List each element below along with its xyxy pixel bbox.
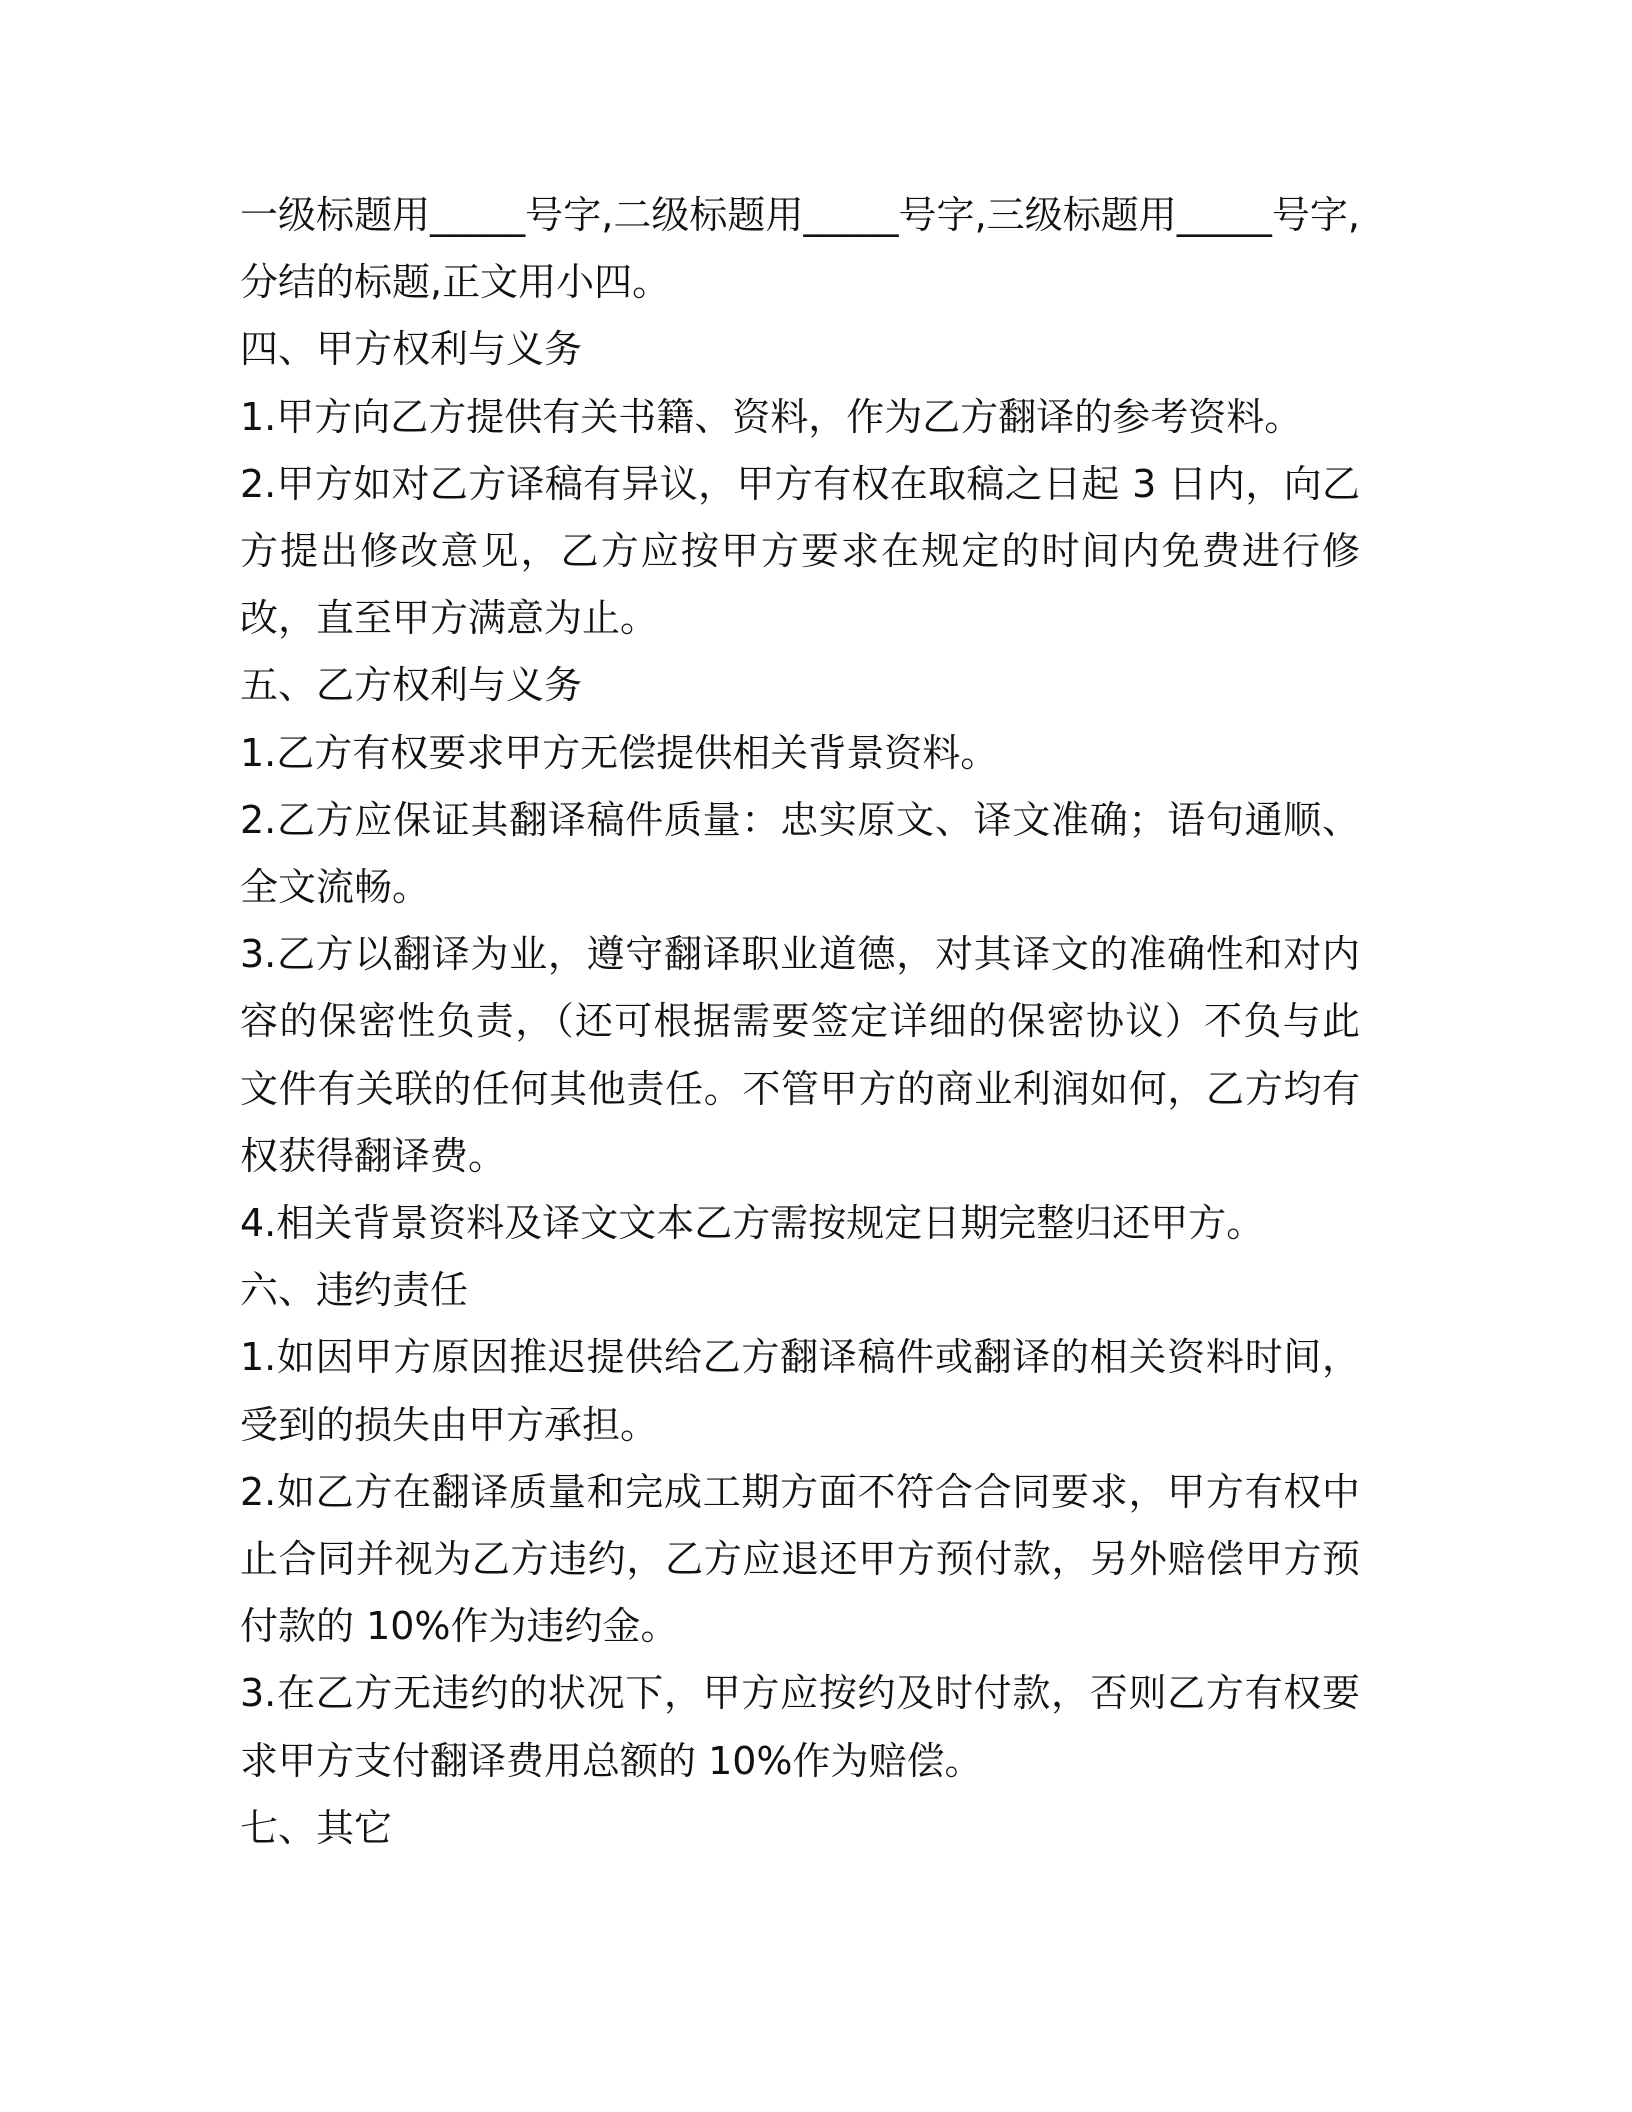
paragraph-a-1: 1.甲方向乙方提供有关书籍、资料，作为乙方翻译的参考资料。	[240, 394, 1303, 439]
paragraph-breach-2: 2.如乙方在翻译质量和完成工期方面不符合合同要求，甲方有权中止合同并视为乙方违约，乙方应退还甲方预付款，另外赔偿甲方预付款的 10%作为违约金。	[240, 1469, 1360, 1649]
paragraph-breach-3: 3.在乙方无违约的状况下，甲方应按约及时付款，否则乙方有权要求甲方支付翻译费用总额的 10%作为赔偿。	[240, 1671, 1360, 1783]
paragraph-b-1: 1.乙方有权要求甲方无偿提供相关背景资料。	[240, 730, 999, 775]
paragraph-a-2: 2.甲方如对乙方译稿有异议，甲方有权在取稿之日起 3 日内，向乙方提出修改意见，乙方应按甲方要求在规定的时间内免费进行修改，直至甲方满意为止。	[240, 461, 1360, 641]
paragraph-b-4: 4.相关背景资料及译文文本乙方需按规定日期完整归还甲方。	[240, 1201, 1265, 1246]
section-heading-breach: 六、违约责任	[240, 1268, 469, 1313]
section-heading-party-a: 四、甲方权利与义务	[240, 327, 583, 372]
paragraph-breach-1: 1.如因甲方原因推迟提供给乙方翻译稿件或翻译的相关资料时间，受到的损失由甲方承担。	[240, 1335, 1360, 1447]
section-heading-other: 七、其它	[240, 1805, 393, 1850]
document-body	[240, 182, 1360, 1862]
paragraph-b-2: 2.乙方应保证其翻译稿件质量：忠实原文、译文准确；语句通顺、全文流畅。	[240, 797, 1360, 910]
paragraph-b-3: 3.乙方以翻译为业，遵守翻译职业道德，对其译文的准确性和对内容的保密性负责，（还可根据需要签定详细的保密协议）不负与此文件有关联的任何其他责任。不管甲方的商业利润如何，乙方均有权获得翻译费。	[240, 932, 1360, 1178]
paragraph-heading-sizes: 一级标题用_____号字,二级标题用_____号字,三级标题用_____号字,分结的标题,正文用小四。	[240, 193, 1360, 305]
section-heading-party-b: 五、乙方权利与义务	[240, 663, 583, 708]
